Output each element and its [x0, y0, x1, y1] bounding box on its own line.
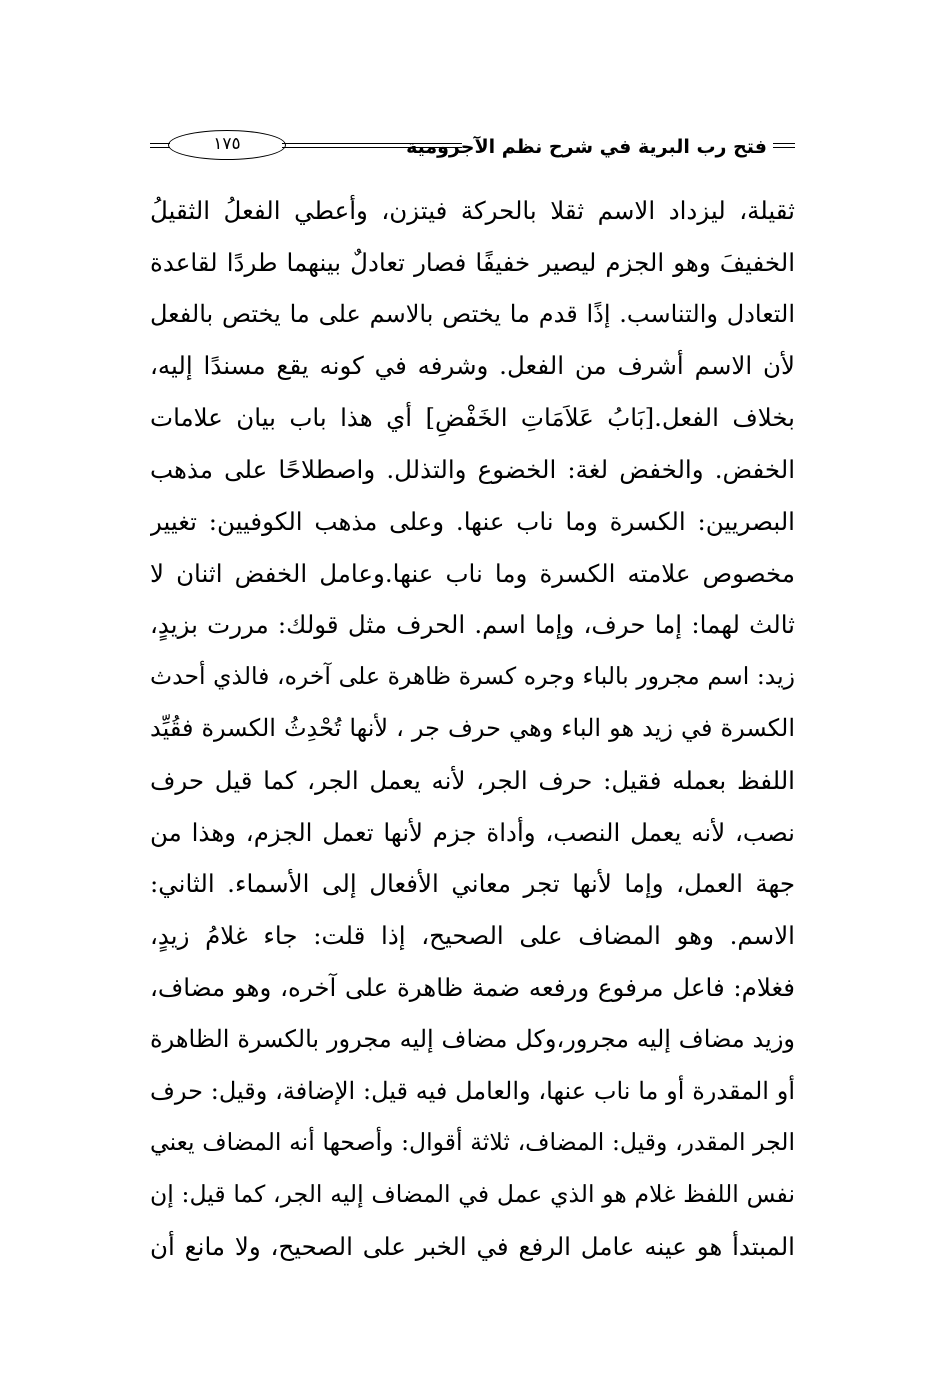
page-number: ١٧٥ — [168, 130, 286, 160]
header-dash-ornament — [773, 143, 795, 148]
text-line: المبتدأ هو عينه عامل الرفع في الخبر على الصحيح، ولا مانع أن — [150, 1231, 795, 1261]
text-line: الخفيفَ وهو الجزم ليصير خفيفًا فصار تعادلٌ بينهما طردًا لقاعدة — [150, 247, 795, 277]
text-line: الكسرة في زيد هو الباء وهي حرف جر ، لأنها تُحْدِثُ الكسرة فقُيِّد — [150, 713, 795, 742]
text-line: وزيد مضاف إليه مجرور،وكل مضاف إليه مجرور بالكسرة الظاهرة — [150, 1024, 795, 1053]
text-line: اللفظ بعمله فقيل: حرف الجر، لأنه يعمل الجر، كما قيل حرف — [150, 765, 795, 795]
text-line: الخفض. والخفض لغة: الخضوع والتذلل. واصطلاحًا على مذهب — [150, 454, 795, 484]
text-line: زيد: اسم مجرور بالباء وجره كسرة ظاهرة على آخره، فالذي أحدث — [150, 662, 795, 691]
header-rule-left — [150, 143, 170, 148]
text-line: البصريين: الكسرة وما ناب عنها. وعلى مذهب الكوفيين: تغيير — [150, 506, 795, 536]
text-line: أو المقدرة أو ما ناب عنها، والعامل فيه قيل: الإضافة، وقيل: حرف — [150, 1076, 795, 1105]
running-header — [150, 128, 795, 168]
text-line: جهة العمل، وإما لأنها تجر معاني الأفعال إلى الأسماء. الثاني: — [150, 869, 795, 899]
text-line: الاسم. وهو المضاف على الصحيح، إذا قلت: جاء غلامُ زيدٍ، — [150, 921, 795, 951]
header-rule — [282, 143, 462, 148]
text-line: لأن الاسم أشرف من الفعل. وشرفه في كونه يقع مسندًا إليه، — [150, 351, 795, 381]
book-title: فتح رب البرية في شرح نظم الآجرومية — [406, 136, 767, 158]
text-line: فغلام: فاعل مرفوع ورفعه ضمة ظاهرة على آخره، وهو مضاف، — [150, 972, 795, 1002]
body-text — [150, 185, 795, 1273]
text-line: ثقيلة، ليزداد الاسم ثقلا بالحركة فيتزن، وأعطي الفعلُ الثقيلُ — [150, 196, 795, 225]
text-line: ثالث لهما: إما حرف، وإما اسم. الحرف مثل قولك: مررت بزيدٍ، — [150, 610, 795, 640]
text-line: التعادل والتناسب. إذًا قدم ما يختص بالاسم على ما يختص بالفعل — [150, 299, 795, 328]
text-line: الجر المقدر، وقيل: المضاف، ثلاثة أقوال: وأصحها أنه المضاف يعني — [150, 1128, 795, 1157]
text-line: نصب، لأنه يعمل النصب، وأداة جزم لأنها تعمل الجزم، وهذا من — [150, 817, 795, 847]
text-line: مخصوص علامته الكسرة وما ناب عنها.وعامل الخفض اثنان لا — [150, 558, 795, 588]
text-line: بخلاف الفعل.[بَابُ عَلاَمَاتِ الخَفْضِ] أي هذا باب بيان علامات — [150, 403, 795, 433]
text-line: نفس اللفظ غلام هو الذي عمل في المضاف إليه الجر، كما قيل: إن — [150, 1180, 795, 1209]
